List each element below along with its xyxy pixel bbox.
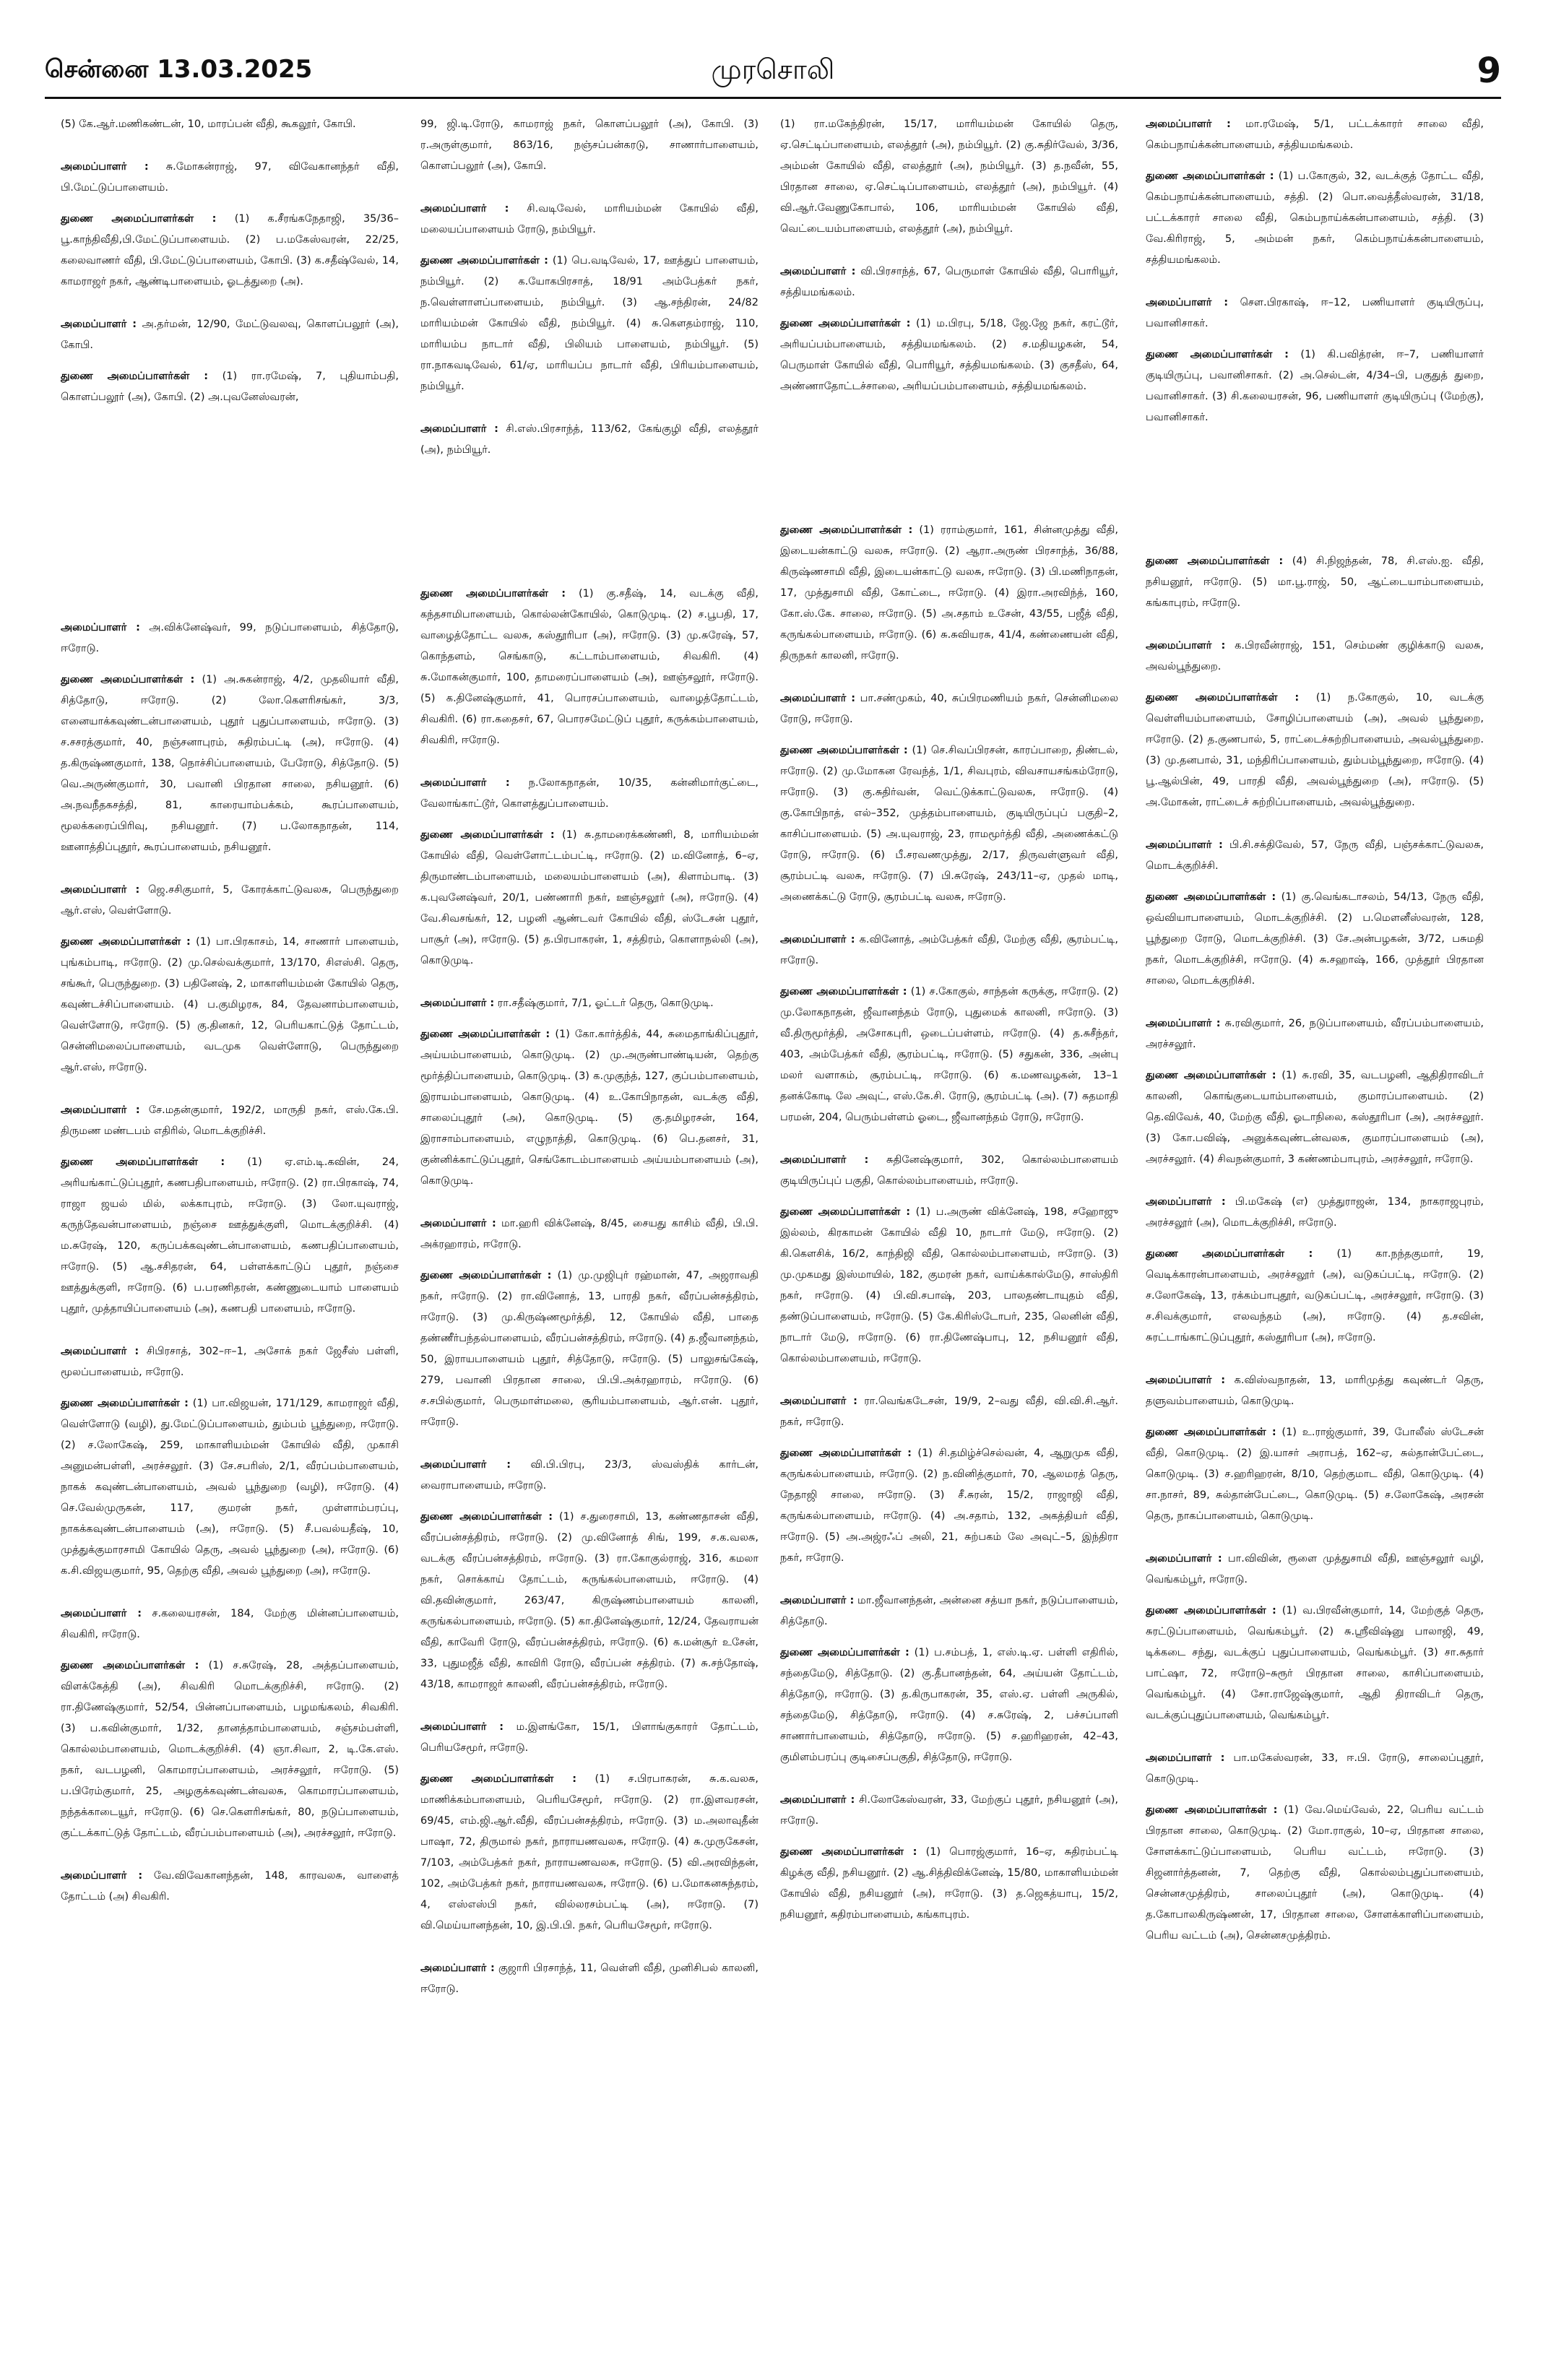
organizer-text: பா.மகேஸ்வரன், 33, ஈ.பி. ரோடு, சாலைப்புதூர், கொடுமுடி. (1146, 1752, 1484, 1785)
deputies-text: (1) பெ.வடிவேல், 17, ஊத்துப் பாளையம், நம்பியூர். (2) க.யோகபிரசாத், 18/91 அம்பேத்கர் நகர், ந.வெள்ளாளப்பாளையம், நம்பியூர். (3) ஆ.சந்திரன், 24/82 மாரியம்மன் கோயில் வீதி, நம்பியூர். (4) சு.கௌதம்ராஜ், 110, மாரியம்ப நாடார் வீதி, பிலியம் பாளையம், நம்பியூர். (5) ரா.நாகவடிவேல், 61/ஏ, மாரியப்ப நாடார் வீதி, பிரியம்பாளையம், நம்பியூர். (420, 255, 758, 392)
office-bearer-entry (780, 1150, 1118, 1369)
organizer-line (61, 314, 399, 356)
deputies-label: துணை அமைப்பாளர்கள் : (780, 1647, 909, 1658)
organizer-label: அமைப்பாளர் : (780, 1154, 869, 1166)
office-bearer-entry (61, 1100, 399, 1320)
organizer-text: ம.இளங்கோ, 15/1, பிளாங்குகாரர் தோட்டம், பெரியசேமூர், ஈரோடு. (420, 1721, 758, 1754)
organizer-line (420, 773, 758, 815)
office-bearer-entry (61, 314, 399, 408)
deputies-text: (1) ச.கோகுல், சாந்தன் கருக்கு, ஈரோடு. (2) மு.லோகநாதன், ஜீவானந்தம் ரோடு, புதுமைக் காலனி, ஈரோடு. (3) வீ.திருமூர்த்தி, அசோகபுரி, ஒடைப்பள்ளம், ஈரோடு. (4) த.சுசீந்தர், 403, அம்பேத்கர் வீதி, சூரம்பட்டி, ஈரோடு. (5) சதுகன், 336, அன்பு மலர் வளாகம், சூரம்பட்டி, ஈரோடு. (6) க.மணவழகன், 13–1 தனக்கோடி லே அவுட், எஸ்.கே.சி. ரோடு, சூரம்பட்டி (அ). (7) சுதமாதி பரமன், 204, பெரும்பள்ளம் ஓடை, ஜீவானந்தம் ரோடு, ஈரோடு. (780, 986, 1118, 1123)
column-spacer (420, 483, 758, 584)
organizer-label: அமைப்பாளர் : (1146, 1553, 1222, 1565)
deputies-text: (1) ரா.ரமேஷ், 7, புதியாம்பதி, கொளப்பலூர் (அ), கோபி. (2) அ.புவனேஸ்வரன், (61, 371, 399, 403)
deputies-label: துணை அமைப்பாளர்கள் : (1146, 349, 1289, 360)
organizer-label: அமைப்பாளர் : (61, 884, 140, 896)
deputies-text: (1) சி.தமிழ்ச்செல்வன், 4, ஆறுமுக வீதி, கருங்கல்பாளையம், ஈரோடு. (2) ந.வினித்குமார், 70, ஆலமரத் தெரு, நேதாஜி சாலை, ஈரோடு. (3) சீ.சுரன், 15/2, ராஜாஜி வீதி, கருங்கல்பாளையம், ஈரோடு. (4) அ.சதாம், 132, அகத்தியர் வீதி, ஈரோடு. (5) அ.அஜ்ரஃப் அலி, 21, சுற்பகம் லே அவுட்–5, இந்திரா நகர், ஈரோடு. (780, 1448, 1118, 1564)
edition-date: சென்னை 13.03.2025 (45, 55, 313, 84)
deputies-line (1146, 887, 1484, 992)
organizer-line (420, 1455, 758, 1497)
organizer-line (780, 1150, 1118, 1192)
deputies-text: (1) ந.கோகுல், 10, வடக்கு வெள்ளியம்பாளையம், சோழிப்பாளையம் (அ), அவல் பூந்துறை, ஈரோடு. (2) த.குணபால், 5, ராட்டைச்சுற்றிபாளையம், அவல்பூந்துறை. (3) மு.தனபால், 31, மந்திரிப்பாளையம், தும்பம்பூந்துறை, ஈரோடு. (4) பூ.ஆல்பின், 49, பாரதி வீதி, அவல்பூந்துறை (அ), ஈரோடு. (5) அ.மோகன், ராட்டைச் சுற்றிப்பாளையம், அவல்பூந்துறை. (1146, 692, 1484, 808)
organizer-line (1146, 1192, 1484, 1234)
organizer-line (780, 261, 1118, 303)
deputies-text: (1) வ.பிரவீன்குமார், 14, மேற்குத் தெரு, சுரட்டுப்பாளையம், வெங்கம்பூர். (2) சு.ஸ்ரீவிஷ்னு பாலாஜி, 49, டிக்கடை சந்து, வடக்குப் புதுப்பாளையம், வெங்கம்பூர். (3) சா.சுதார் பாட்ஷா, 72, ஈரோடு–சுரூர் பிரதான சாலை, காசிப்பாளையம், வெங்கம்பூர். (4) சோ.ராஜேஷ்குமார், ஆதி திராவிடர் தெரு, வடக்குப்புதுப்பாளையம், வெங்கம்பூர். (1146, 1605, 1484, 1721)
organizer-label: அமைப்பாளர் : (420, 203, 509, 215)
organizer-line (1146, 1370, 1484, 1412)
deputies-line (1146, 166, 1484, 271)
organizer-label: அமைப்பாளர் : (420, 1963, 495, 1974)
organizer-label: அமைப்பாளர் : (1146, 839, 1223, 851)
deputies-text: (1) சு.தாமரைக்கண்ணி, 8, மாரியம்மன் கோயில் வீதி, வெள்ளோட்டம்பட்டி, ஈரோடு. (2) ம.வினோத், 6–ஏ, திருமாண்டம்பாளையம், மலையம்பாளையம் (அ), கிளாம்பாடி. (3) க.புவனேஷ்வர், 20/1, பண்ணாரி நகர், ஊஞ்சலூர் (அ), ஈரோடு. (4) வே.சிவசங்கர், 12, பழனி ஆண்டவர் கோயில் வீதி, ஸ்டேசன் புதூர், பாசூர் (அ), ஈரோடு. (5) த.பிரபாகரன், 1, சத்திரம், கொளாநல்லி (அ), கொடுமுடி. (420, 829, 758, 966)
deputies-text: (1) வே.மெய்வேல், 22, பெரிய வட்டம் பிரதான சாலை, கொடுமுடி. (2) மோ.ராகுல், 10–ஏ, பிரதான சாலை, சோளக்காட்டுப்பாளையம், பெரிய வட்டம், ஈரோடு. (3) சிஜனார்த்தனன், 7, தெற்கு வீதி, கொல்லம்புதுப்பாளையம், சென்னசமுத்திரம், சாலைப்புதூர் (அ), கொடுமுடி. (4) த.கோபாலகிருஷ்ணன், 17, பிரதான சாலை, சோளக்காளிப்பாளையம், பெரிய வட்டம் (அ), சென்னசமுத்திரம். (1146, 1804, 1484, 1942)
organizer-label: அமைப்பாளர் : (420, 1721, 504, 1733)
deputies-line (61, 1393, 399, 1582)
organizer-text: க.விஸ்வநாதன், 13, மாரிமுத்து கவுண்டர் தெரு, தளுவம்பாளையம், கொடுமுடி. (1146, 1375, 1484, 1407)
organizer-line (61, 1604, 399, 1645)
deputies-label: துணை அமைப்பாளர்கள் : (1146, 555, 1284, 567)
deputies-line (780, 313, 1118, 397)
organizer-text: க.பிரவீன்ராஜ், 151, செம்மண் குழிக்காடு வலசு, அவல்பூந்துறை. (1146, 640, 1484, 672)
deputies-text: (1) சு.ரவி, 35, வடபழனி, ஆதிதிராவிடர் காலனி, கொங்குடையாம்பாளையம், குமாரப்பாளையம். (2) தெ.விவேக், 40, மேற்கு வீதி, ஓடாநிலை, கஸ்தூரிபா (அ), அரச்சலூர். (3) கோ.பவிஷ், அனுக்கவுண்டன்வலசு, குமாரப்பாளையம் (அ), அரச்சலூர். (4) சிவநன்குமார், 3 கண்ணம்பாபுரம், அரச்சலூர், ஈரோடு. (1146, 1070, 1484, 1165)
office-bearer-entry (420, 1958, 758, 2000)
organizer-line (61, 157, 399, 199)
office-bearer-entry (1146, 1192, 1484, 1349)
organizer-text: அ.தர்மன், 12/90, மேட்டுவலவு, கொளப்பலூர் (அ), கோபி. (61, 319, 399, 351)
deputies-line (780, 1842, 1118, 1926)
column-2 (420, 114, 758, 2360)
organizer-line (420, 993, 758, 1014)
organizer-text: வி.பிரசாந்த், 67, பெருமாள் கோயில் வீதி, பொரியூர், சத்தியமங்கலம். (780, 266, 1118, 298)
organizer-text: சுதினேஷ்குமார், 302, கொல்லம்பாளையம் குடியிருப்புப் பகுதி, கொல்லம்பாளையம், ஈரோடு. (780, 1154, 1118, 1187)
organizer-label: அமைப்பாளர் : (780, 266, 856, 277)
deputies-line (420, 114, 758, 177)
office-bearer-entry (1146, 835, 1484, 992)
column-4 (1146, 114, 1484, 2360)
office-bearer-entry (61, 618, 399, 858)
office-bearer-entry (780, 520, 1118, 667)
deputies-text: (1) மு.முஜிபுர் ரஹ்மான், 47, அஜராவதி நகர், ஈரோடு. (2) ரா.வினோத், 13, பாரதி நகர், வீரப்பன்சத்திரம், ஈரோடு. (3) மு.கிருஷ்ணமூர்த்தி, 12, கோயில் வீதி, பாதை தண்ணீர்பந்தல்பாளையம், வீரப்பன்சத்திரம், ஈரோடு. (4) த.ஜீவானந்தம், 50, இராயபாளையம் புதூர், சித்தோடு, ஈரோடு. (5) பாலுசங்கேஷ், 279, பவானி பிரதான சாலை, பி.பி.அக்ரஹாரம், ஈரோடு. (6) ச.சபில்குமார், பெருமாள்மலை, சூரியம்பாளையம், ஆர்.என். புதூர், ஈரோடு. (420, 1270, 758, 1428)
deputies-line (1146, 1065, 1484, 1170)
deputies-line (420, 1024, 758, 1192)
deputies-line (420, 251, 758, 397)
deputies-text: (1) கு.சதீஷ், 14, வடக்கு வீதி, கந்தசாமிபாளையம், கொல்லன்கோயில், கொடுமுடி. (2) ச.பூபதி, 17, வாழைத்தோட்ட வலசு, கஸ்தூரிபா (அ), ஈரோடு. (3) மு.சுரேஷ், 57, கொந்தளம், செங்காடு, கட்டாம்பாளையம், சிவகிரி. (4) சு.மோகன்குமார், 100, தாமரைப்பாளையம் (அ), ஊஞ்சலூர், ஈரோடு. (5) க.தினேஷ்குமார், 41, பொரசப்பாளையம், வாழைத்தோட்டம், சிவகிரி. (6) ரா.கதைசர், 67, பொரசமேட்டுப் புதூர், கருக்கம்பாளையம், சிவகிரி, ஈரோடு. (420, 588, 758, 746)
deputies-label: துணை அமைப்பாளர்கள் : (61, 1398, 189, 1409)
organizer-label: அமைப்பாளர் : (1146, 1375, 1226, 1386)
office-bearer-entry (420, 1455, 758, 1695)
office-bearer-entry (1146, 1370, 1484, 1527)
organizer-label: அமைப்பாளர் : (61, 1870, 143, 1882)
organizer-label: அமைப்பாளர் : (780, 1595, 855, 1606)
deputies-label: துணை அமைப்பாளர்கள் : (420, 1511, 553, 1523)
organizer-line (61, 1866, 399, 1908)
deputies-text: (1) செ.சிவப்பிரசன், காரப்பாறை, திண்டல், ஈரோடு. (2) மு.மோகன ரேவந்த், 1/1, சிவபுரம், விவசாயசங்கம்ரோடு, ஈரோடு. (3) கு.சுதிர்வன், வெட்டுக்காட்டுவலசு, ஈரோடு. (4) கு.கோபிநாத், எல்–352, முத்தம்பாளையம், குடியிருப்புப் பகுதி–2, காசிப்பாளையம். (5) அ.யுவராஜ், 23, ராமமூர்த்தி வீதி, அணைக்கட்டு ரோடு, ஈரோடு. (6) பீ.சரவணமுத்து, 2/17, திருவள்ளுவர் வீதி, சூரம்பட்டி வலசு, ஈரோடு. (7) பி.சுரேஷ், 243/11–ஏ, முதல் மாடி, அணைக்கட்டு ரோடு, சூரம்பட்டி வலசு, ஈரோடு. (780, 745, 1118, 903)
organizer-line (61, 1100, 399, 1142)
deputies-line (1146, 1422, 1484, 1527)
deputies-line (1146, 1800, 1484, 1947)
deputies-label: துணை அமைப்பாளர்கள் : (61, 674, 195, 685)
organizer-text: சி.எஸ்.பிரசாந்த், 113/62, கேங்குழி வீதி, எலத்தூர் (அ), நம்பியூர். (420, 423, 758, 456)
organizer-label: அமைப்பாளர் : (1146, 118, 1231, 130)
organizer-line (420, 1958, 758, 2000)
deputies-text: (1) கு.வெங்கடாசலம், 54/13, நேரு வீதி, ஒவ்வியாபாளையம், மொடக்குறிச்சி. (2) ப.மௌனீஸ்வரன், 128, பூந்துறை ரோடு, மொடக்குறிச்சி. (3) சே.அன்பழகன், 3/72, பசுமதி நகர், மொடக்குறிச்சி, ஈரோடு. (4) சு.சஹாஷ், 166, முத்தூர் பிரதான சாலை, மொடக்குறிச்சி. (1146, 891, 1484, 987)
deputies-line (780, 1643, 1118, 1768)
organizer-label: அமைப்பாளர் : (420, 998, 495, 1009)
deputies-label: துணை அமைப்பாளர்கள் : (420, 1270, 552, 1281)
deputies-line (420, 1507, 758, 1695)
organizer-label: அமைப்பாளர் : (420, 1459, 511, 1471)
deputies-text: (1) கா.நந்தகுமார், 19, வெடிக்காரன்பாளையம், அரச்சலூர் (அ), வடுகப்பட்டி, ஈரோடு. (2) ச.லோகேஷ், 13, ரக்கம்பாபுதூர், வடுகப்பட்டி, அரச்சலூர், ஈரோடு. (3) ச.சிவக்குமார், எலவந்தம் (அ), ஈரோடு. (4) த.சவின், சுரட்டாங்காட்டுப்புதூர், கஸ்தூரிபா (அ), ஈரோடு. (1146, 1248, 1484, 1343)
deputies-label: துணை அமைப்பாளர்கள் : (61, 213, 217, 225)
organizer-text: பி.மகேஷ் (எ) முத்துராஜன், 134, நாகராஜபுரம், அரச்சலூர் (அ), மொடக்குறிச்சி, ஈரோடு. (1146, 1196, 1484, 1229)
organizer-label: அமைப்பாளர் : (1146, 1018, 1221, 1029)
organizer-label: அமைப்பாளர் : (780, 1794, 855, 1806)
column-spacer (1146, 450, 1484, 551)
organizer-label: அமைப்பாளர் : (780, 934, 855, 945)
organizer-line (1146, 1748, 1484, 1790)
organizer-label: அமைப்பாளர் : (61, 1608, 142, 1619)
deputies-text: (1) ச.பிரபாகரன், சு.க.வலசு, மாணிக்கம்பாளையம், பெரியசேமூர், ஈரோடு. (2) ரா.இளவரசன், 69/45, எம்.ஜி.ஆர்.வீதி, வீரப்பன்சத்திரம், ஈரோடு. (3) ம.அலாவுதீன் பாஷா, 72, திருமால் நகர், நாராயணவலசு, ஈரோடு. (4) சு.முருகேசன், 7/103, அம்பேத்கர் நகர், நாராயணவலசு, ஈரோடு. (5) வி.அரவிந்தன், 102, அம்பேத்கர் நகர், நாராயணவலசு, ஈரோடு. (6) ப.மோகனசுந்தரம், 4, எஸ்எஸ்பி நகர், வில்லரசம்பட்டி (அ), ஈரோடு. (7) வி.மெய்யானந்தன், 10, இ.பி.பி. நகர், பெரியசேமூர், ஈரோடு. (420, 1773, 758, 1931)
deputies-text: (1) ப.அருண் விக்னேஷ், 198, சஹோஜு இல்லம், கிரகாமன் கோயில் வீதி 10, நாடார் மேடு, ஈரோடு. (2) கி.கௌசிக், 16/2, காந்திஜி வீதி, கொல்லம்பாளையம், ஈரோடு. (3) மு.முகமது இஸ்மாயில், 182, குமரன் நகர், வாய்க்கால்மேடு, சாஸ்திரி நகர், ஈரோடு. (4) பி.வி.சபாஷ், 203, பாலதண்டாயுதம் வீதி, தண்டுப்பாளையம், ஈரோடு. (5) கே.கிரிஸ்டோபர், 235, லெனின் வீதி, நாடார் மேடு, ஈரோடு. (6) ரா.திணேஷ்பாபு, 12, நசியனூர் வீதி, கொல்லம்பாளையம், ஈரோடு. (780, 1206, 1118, 1364)
deputies-label: துணை அமைப்பாளர்கள் : (1146, 1605, 1276, 1617)
deputies-text: (1) பொரஜ்குமார், 16–ஏ, சுதிரம்பட்டி கிழக்கு வீதி, நசியனூர். (2) ஆ.சித்திவிக்னேஷ், 15/80, மாகாளியம்மன் கோயில் வீதி, நசியனூர் (அ), ஈரோடு. (3) த.ஜெகத்யாபு, 15/2, நசியனூர், சுதிரம்பாளையம், கங்காபுரம். (780, 1846, 1118, 1921)
deputies-label: துணை அமைப்பாளர்கள் : (780, 1206, 911, 1218)
office-bearer-entry (420, 773, 758, 972)
organizer-label: அமைப்பாளர் : (61, 622, 140, 633)
office-bearer-entry (780, 1391, 1118, 1569)
deputies-line (61, 932, 399, 1078)
organizer-text: அ.விக்னேஷ்வர், 99, நடுப்பாளையம், சித்தோடு, ஈரோடு. (61, 622, 399, 654)
organizer-line (1146, 1549, 1484, 1591)
office-bearer-entry (420, 584, 758, 751)
organizer-line (780, 930, 1118, 972)
deputies-text: (1) அ.சுகன்ராஜ், 4/2, முதலியார் வீதி, சித்தோடு, ஈரோடு. (2) லோ.கௌரிசங்கர், 3/3, எனையாக்கவுண்டன்பாளையம், புதூர் புதுப்பாளையம், ஈரோடு. (3) ச.சசரத்குமார், 40, நஞ்சனாபுரம், சுதிரம்பட்டி (அ), ஈரோடு. (4) த.கிருஷ்ணகுமார், 138, நொச்சிப்பாளையம், பேரோடு, சித்தோடு. (5) வெ.அருண்குமார், 30, பவானி பிரதான சாலை, நசியனூர். (6) அ.நவநீதகசத்தி, 81, காரையாம்பக்கம், கூரப்பாளையம், மூலக்கரைப்பிரிவு, நசியனூர். (7) ப.லோகநாதன், 114, ஊனாத்திப்புதூர், கூரப்பாளையம், நசியனூர். (61, 674, 399, 853)
page-number: 9 (1477, 51, 1501, 91)
office-bearer-entry (1146, 293, 1484, 428)
organizer-text: ஜெ.சசிகுமார், 5, கோரக்காட்டுவலசு, பெருந்துறை ஆர்.எஸ், வெள்ளோடு. (61, 884, 399, 917)
organizer-line (420, 419, 758, 461)
organizer-text: செள.பிரகாஷ், ஈ–12, பணியாளர் குடியிருப்பு, பவானிசாகர். (1146, 297, 1484, 329)
organizer-label: அமைப்பாளர் : (420, 423, 498, 435)
organizer-text: சி.லோகேஸ்வரன், 33, மேற்குப் புதூர், நசியனூர் (அ), ஈரோடு. (780, 1794, 1118, 1827)
deputies-text: 99, ஜி.டி.ரோடு, காமராஜ் நகர், கொளப்பலூர் (அ), கோபி. (3) ர.அருள்குமார், 863/16, நஞ்சப்பன்கரடு, சாணார்பாளையம், கொளப்பலூர் (அ), கோபி. (420, 118, 758, 172)
deputies-label: துணை அமைப்பாளர்கள் : (61, 936, 191, 948)
organizer-text: பா.விவின், ரூளை முத்துசாமி வீதி, ஊஞ்சலூர் வழி, வெங்கம்பூர், ஈரோடு. (1146, 1553, 1484, 1585)
column-1 (61, 114, 399, 2360)
office-bearer-entry (1146, 636, 1484, 813)
deputies-line (61, 1152, 399, 1320)
organizer-text: ந.லோகநாதன், 10/35, கன்னிமார்குட்டை, வேலாங்காட்டூர், கொளத்துப்பாளையம். (420, 777, 758, 810)
office-bearer-entry (1146, 551, 1484, 614)
organizer-text: வே.விவேகானந்தன், 148, காரவலசு, வாளைத் தோட்டம் (அ) சிவகிரி. (61, 1870, 399, 1903)
deputies-line (780, 1443, 1118, 1569)
organizer-line (780, 1391, 1118, 1433)
deputies-line (420, 1769, 758, 1937)
organizer-text: சி.வடிவேல், மாரியம்மன் கோயில் வீதி, மலையப்பாளையம் ரோடு, நம்பியூர். (420, 203, 758, 235)
office-bearer-entry (780, 930, 1118, 1128)
deputies-text: (1) ஏ.எம்.டி.கவின், 24, அரியங்காட்டுப்புதூர், கணபதிபாளையம், ஈரோடு. (2) ரா.பிரகாஷ், 74, ராஜா ஜயல் மில், லக்காபுரம், ஈரோடு. (3) லோ.யுவராஜ், கருந்தேவன்பாளையம், நஞ்சை ஊத்துக்குளி, மொடக்குறிச்சி. (4) ம.சுரேஷ், 120, கருப்பக்கவுண்டன்பாளையம், கணபதிப்பாளையம், ஈரோடு. (5) ஆ.சசிதரன், 64, பள்ளக்காட்டுப் புதூர், நஞ்சை ஊத்துக்குளி, ஈரோடு. (6) ப.பரணிதரன், கண்ணுடையாம் பாளையம் புதூர், முத்தாயிப்பாளையம் (அ), கணபதி பாளையம், ஈரோடு. (61, 1156, 399, 1315)
office-bearer-entry (420, 114, 758, 177)
deputies-line (61, 670, 399, 858)
header-rule (45, 97, 1501, 99)
organizer-label: அமைப்பாளர் : (420, 777, 510, 789)
organizer-line (1146, 636, 1484, 678)
office-bearer-entry (420, 993, 758, 1192)
organizer-line (61, 880, 399, 922)
organizer-label: அமைப்பாளர் : (780, 693, 856, 704)
deputies-line (780, 740, 1118, 908)
organizer-label: அமைப்பாளர் : (420, 1218, 496, 1229)
organizer-text: சு.ரவிகுமார், 26, நடுப்பாளையம், வீரப்பம்பாளையம், அரச்சலூர். (1146, 1018, 1484, 1050)
office-bearer-entry (61, 114, 399, 135)
deputies-label: துணை அமைப்பாளர்கள் : (1146, 1427, 1276, 1438)
deputies-text: (1) பா.பிரகாசம், 14, சாணார் பாளையம், புங்கம்பாடி, ஈரோடு. (2) மு.செல்வக்குமார், 13/170, சிஎஸ்சி. தெரு, சங்கூர், பெருந்துறை. (3) பதினேஷ், 2, மாகாளியம்மன் கோயில் தெரு, கவுண்டச்சிப்பாளையம். (4) ப.குமிழரசு, 84, தேவனாம்பாளையம், வெள்ளோடு, ஈரோடு. (5) கு.தினகர், 12, பெரியகாட்டுத் தோட்டம், சென்னிமலைப்பாளையம், வடமுக வெள்ளோடு, பெருந்துறை ஆர்.எஸ், ஈரோடு. (61, 936, 399, 1073)
deputies-text: (1) ச.துரைசாமி, 13, கண்ணதாசன் வீதி, வீரப்பன்சத்திரம், ஈரோடு. (2) மு.வினோத் சிங், 199, ச.க.வலசு, வடக்கு வீரப்பன்சத்திரம், ஈரோடு. (3) ரா.கோகுல்ராஜ், 316, கமலா நகர், சொக்காய் தோட்டம், கருங்கல்பாளையம், ஈரோடு. (4) வி.தவின்குமார், 263/47, கிருஷ்ணம்பாளையம் காலனி, கருங்கல்பாளையம், ஈரோடு. (5) கா.தினேஷ்குமார், 12/24, தேவராயன் வீதி, காவேரி ரோடு, வீரப்பன்சத்திரம், ஈரோடு. (6) க.மன்சூர் உசேன், 33, புதுமஜீத் வீதி, காவிரி ரோடு, வீரப்பன் சத்திரம். (7) சு.சந்தோஷ், 43/18, காமராஜர் காலனி, வீரப்பன்சத்திரம், ஈரோடு. (420, 1511, 758, 1690)
office-bearer-entry (61, 1341, 399, 1582)
deputies-label: துணை அமைப்பாளர்கள் : (780, 745, 908, 756)
deputies-label: துணை அமைப்பாளர்கள் : (61, 1660, 199, 1671)
deputies-text: (1) ப.கோகுல், 32, வடக்குத் தோட்ட வீதி, கெம்பநாய்க்கன்பாளையம், சத்தி. (2) பொ.வைத்தீஸ்வரன், 31/18, பட்டக்காரர் சாலை வீதி, கெம்பநாய்க்கன்பாளையம், சத்தி. (3) வே.கிரிராஜ், 5, அம்மன் நகர், கெம்பநாய்க்கன்பாளையம், சத்தியமங்கலம். (1146, 170, 1484, 266)
deputies-label: துணை அமைப்பாளர்கள் : (61, 371, 209, 382)
deputies-label: துணை அமைப்பாளர்கள் : (1146, 891, 1276, 903)
office-bearer-entry (780, 1790, 1118, 1926)
deputies-label: துணை அமைப்பாளர்கள் : (420, 829, 555, 841)
deputies-text: (1) கி.பவித்ரன், ஈ–7, பணியாளர் குடியிருப்பு, பவானிசாகர். (2) அ.செல்டன், 4/34–பி, பகுதுத் துறை, பவானிசாகர். (3) சி.கலையரசன், 96, பணியாளர் குடியிருப்பு (மேற்கு), பவானிசாகர். (1146, 349, 1484, 423)
organizer-text: சே.மதன்குமார், 192/2, மாருதி நகர், எஸ்.கே.பி. திருமண மண்டபம் எதிரில், மொடக்குறிச்சி. (61, 1104, 399, 1137)
deputies-line (780, 1202, 1118, 1369)
listing-columns (61, 114, 1503, 2360)
organizer-text: மா.ரமேஷ், 5/1, பட்டக்காரர் சாலை வீதி, கெம்பநாய்க்கன்பாளையம், சத்தியமங்கலம். (1146, 118, 1484, 151)
organizer-line (1146, 835, 1484, 877)
deputies-text: (5) கே.ஆர்.மணிகண்டன், 10, மாரப்பன் வீதி, கூகலூர், கோபி. (61, 118, 356, 130)
office-bearer-entry (61, 880, 399, 1078)
deputies-line (780, 982, 1118, 1128)
organizer-line (1146, 293, 1484, 334)
office-bearer-entry (780, 1591, 1118, 1768)
office-bearer-entry (420, 1717, 758, 1937)
organizer-label: அமைப்பாளர் : (1146, 1752, 1225, 1764)
deputies-label: துணை அமைப்பாளர்கள் : (1146, 170, 1274, 182)
organizer-label: அமைப்பாளர் : (1146, 640, 1226, 652)
deputies-text: (1) ப.சம்பத், 1, எஸ்.டி.ஏ. பள்ளி எதிரில், சந்தைமேடு, சித்தோடு. (2) கு.தீபானந்தன், 64, அய்யன் தோட்டம், சித்தோடு, ஈரோடு. (3) த.கிருபாகரன், 35, எஸ்.ஏ. பள்ளி அருகில், சந்தைமேடு, சித்தோடு, ஈரோடு. (4) ச.சுரேஷ், 2, பச்சப்பாளி சாணார்பாளையம், சித்தோடு, ஈரோடு. (5) ச.ஹரிஹரன், 42–43, குமிளம்பரப்பு குடிசைப்பகுதி, சித்தோடு, ஈரோடு. (780, 1647, 1118, 1763)
organizer-line (1146, 114, 1484, 156)
deputies-text: (1) ரராம்குமார், 161, சின்னமுத்து வீதி, இடையன்காட்டு வலசு, ஈரோடு. (2) ஆரா.அருண் பிரசாந்த், 36/88, கிருஷ்ணசாமி வீதி, இடையன்காட்டு வலசு, ஈரோடு. (3) பி.மணிநாதன், 17, முத்துசாமி வீதி, கோட்டை, ஈரோடு. (4) இரா.அரவிந்த், 160, கோ.ஸ்.கே. சாலை, ஈரோடு. (5) அ.சதாம் உசேன், 43/55, பஜீத் வீதி, கருங்கல்பாளையம், ஈரோடு. (6) சு.சுவியரசு, 41/4, கண்ணையன் வீதி, திருநகர் காலனி, ஈரோடு. (780, 524, 1118, 662)
organizer-line (420, 199, 758, 241)
deputies-text: (1) க.சீரங்கநேதாஜி, 35/36–பூ.காந்திவீதி,பி.மேட்டுப்பாளையம். (2) ப.மகேஸ்வரன், 22/25, கலைவாணர் வீதி, பி.மேட்டுப்பாளையம், கோபி. (3) க.சதீஷ்வேல், 14, காமராஜர் நகர், ஆண்டிபாளையம், ஓடத்துறை (அ). (61, 213, 399, 287)
organizer-text: பா.சண்முகம், 40, சுப்பிரமணியம் நகர், சென்னிமலை ரோடு, ஈரோடு. (780, 693, 1118, 725)
deputies-label: துணை அமைப்பாளர்கள் : (780, 1846, 917, 1858)
deputies-text: (1) கோ.கார்த்திக், 44, சுமைதாங்கிப்புதூர், அய்யம்பாளையம், கொடுமுடி. (2) மு.அருண்பாண்டியன், தெற்கு மூர்த்திப்பாளையம், கொடுமுடி. (3) க.முகுந்த், 127, குப்பம்பாளையம், இராயம்பாளையம், கொடுமுடி. (4) உ.கோபிநாதன், வடக்கு வீதி, சாலைப்புதூர் (அ), கொடுமுடி. (5) கு.தமிழரசன், 164, இராசாம்பாளையம், எழுநாத்தி, கொடுமுடி. (6) பெ.தனசர், 31, குன்னிக்காட்டுப்புதூர், செங்கோடம்பாளையம் அய்யம்பாளையம் (அ), கொடுமுடி. (420, 1029, 758, 1187)
deputies-label: துணை அமைப்பாளர்கள் : (420, 1029, 550, 1040)
deputies-label: துணை அமைப்பாளர்கள் : (1146, 1248, 1313, 1260)
deputies-line (61, 114, 399, 135)
column-3 (780, 114, 1118, 2360)
office-bearer-entry (780, 261, 1118, 397)
organizer-text: க.வினோத், அம்பேத்கர் வீதி, மேற்கு வீதி, சூரம்பட்டி, ஈரோடு. (780, 934, 1118, 966)
organizer-text: ரா.வெங்கடேசன், 19/9, 2–வது வீதி, வி.வி.சி.ஆர். நகர், ஈரோடு. (780, 1395, 1118, 1428)
organizer-text: வி.பி.பிரபு, 23/3, ஸ்வஸ்திக் கார்டன், வைராபாளையம், ஈரோடு. (420, 1459, 758, 1492)
office-bearer-entry (420, 419, 758, 461)
office-bearer-entry (1146, 114, 1484, 271)
deputies-text: (1) ச.சுரேஷ், 28, அத்தப்பாளையம், விளக்கேத்தி (அ), சிவகிரி மொடக்குறிச்சி, ஈரோடு. (2) ரா.திணேஷ்குமார், 52/54, பின்னப்பாளையம், பழமங்கலம், சிவகிரி. (3) ப.கவின்குமார், 1/32, தானத்தாம்பாளையம், சஞ்சம்பள்ளி, கொல்லம்பாளையம், மொடக்குறிச்சி. (4) ஞா.சிவா, 2, டி.கே.எஸ். நகர், வடபழனி, கொமாரப்பாளையம், அரச்சலூர், ஈரோடு. (5) ப.பிரேம்குமார், 25, அழகுக்கவுண்டன்வலசு, கொமாரப்பாளையம், நந்தக்காடையூர், ஈரோடு. (6) செ.கௌரிசங்கர், 80, நடுப்பாளையம், குட்டக்காட்டுத் தோட்டம், வீரப்பம்பாளையம் (அ), அரச்சலூர், ஈரோடு. (61, 1660, 399, 1839)
organizer-line (61, 618, 399, 659)
deputies-text: (1) ரா.மகேந்திரன், 15/17, மாரியம்மன் கோயில் தெரு, ஏ.செட்டிப்பாளையம், எலத்தூர் (அ), நம்பியூர். (2) கு.சுதிர்வேல், 3/36, அம்மன் கோயில் வீதி, எலத்தூர் (அ), நம்பியூர். (3) த.நவீன், 55, பிரதான சாலை, ஏ.செட்டிப்பாளையம், எலத்தூர் (அ), நம்பியூர். (4) வி.ஆர்.வேணுகோபால், 106, மாரியம்மன் கோயில் வீதி, வெட்டையம்பாளையம், எலத்தூர் (அ), நம்பியூர். (780, 118, 1118, 235)
deputies-label: துணை அமைப்பாளர்கள் : (780, 986, 907, 998)
organizer-line (61, 1341, 399, 1383)
deputies-label: துணை அமைப்பாளர்கள் : (780, 524, 913, 536)
organizer-line (420, 1213, 758, 1255)
office-bearer-entry (1146, 1013, 1484, 1170)
organizer-label: அமைப்பாளர் : (1146, 297, 1229, 308)
deputies-line (1146, 1244, 1484, 1349)
office-bearer-entry (1146, 1748, 1484, 1947)
organizer-line (1146, 1013, 1484, 1055)
deputies-label: துணை அமைப்பாளர்கள் : (780, 1448, 912, 1459)
deputies-line (420, 584, 758, 751)
organizer-label: அமைப்பாளர் : (61, 161, 149, 173)
deputies-label: துணை அமைப்பாளர்கள் : (420, 255, 548, 267)
organizer-text: மா.ஜீவானந்தன், அன்னை சத்யா நகர், நடுப்பாளையம், சித்தோடு. (780, 1595, 1118, 1627)
deputies-line (420, 825, 758, 972)
office-bearer-entry (61, 157, 399, 293)
deputies-line (61, 366, 399, 408)
deputies-label: துணை அமைப்பாளர்கள் : (780, 318, 911, 329)
organizer-text: குஜாரி பிரசாந்த், 11, வெள்ளி வீதி, முனிசிபல் காலனி, ஈரோடு. (420, 1963, 758, 1995)
deputies-line (61, 1656, 399, 1844)
office-bearer-entry (61, 1866, 399, 1908)
deputies-label: துணை அமைப்பாளர்கள் : (61, 1156, 225, 1168)
column-spacer (780, 419, 1118, 520)
deputies-label: துணை அமைப்பாளர்கள் : (420, 588, 566, 600)
organizer-text: ச.கலையரசன், 184, மேற்கு மின்னப்பாளையம், சிவகிரி, ஈரோடு. (61, 1608, 399, 1640)
office-bearer-entry (420, 199, 758, 397)
deputies-label: துணை அமைப்பாளர்கள் : (420, 1773, 576, 1785)
organizer-text: சு.மோகன்ராஜ், 97, விவேகானந்தர் வீதி, பி.மேட்டுப்பாளையம். (61, 161, 399, 194)
organizer-label: அமைப்பாளர் : (61, 1346, 139, 1357)
deputies-text: (1) ம.பிரபு, 5/18, ஜே.ஜே நகர், கரட்டூர், அரியப்பம்பாளையம், சத்தியமங்கலம். (2) ச.மதியழகன், 54, பெருமாள் கோயில் வீதி, பொரியூர், சத்தியமங்கலம். (3) குசதீஸ், 64, அண்ணாதோட்டச்சாலை, அரியப்பம்பாளையம், சத்தியமங்கலம். (780, 318, 1118, 392)
deputies-text: (4) சி.நிஜந்தன், 78, சி.எஸ்.ஐ. வீதி, நசியனூர், ஈரோடு. (5) மா.பூ.ராஜ், 50, ஆட்டையாம்பாளையம், கங்காபுரம், ஈரோடு. (1146, 555, 1484, 609)
office-bearer-entry (780, 688, 1118, 908)
deputies-text: (1) பா.விஜயன், 171/129, காமராஜர் வீதி, வெள்ளோடு (வழி), து.மேட்டுப்பாளையம், தும்பம் பூந்துறை, ஈரோடு. (2) ச.லோகேஷ், 259, மாகாளியம்மன் கோயில் வீதி, முகாசி அனுமன்பள்ளி, அரச்சலூர். (3) சே.சபரிஸ், 2/1, வீரப்பம்பாளையம், நாகக் கவுண்டன்பாளையம், அவல் பூந்துறை (வழி), ஈரோடு. (4) செ.வேல்முருகன், 117, குமரன் நகர், முள்ளாம்பரப்பு, நாகக்கவுண்டன்பாளையம் (அ), ஈரோடு. (5) சீ.பவல்யதீஷ், 10, முத்துக்குமாரசாமி கோயில் தெரு, அவல் பூந்துறை (அ), ஈரோடு. (6) க.சி.விஜயகுமார், 95, தெற்கு வீதி, அவல் பூந்துறை (அ), ஈரோடு. (61, 1398, 399, 1577)
office-bearer-entry (780, 114, 1118, 240)
organizer-text: மா.ஹரி விக்னேஷ், 8/45, சையது காசிம் வீதி, பி.பி. அக்ரஹாரம், ஈரோடு. (420, 1218, 758, 1250)
deputies-text: (1) உ.ராஜ்குமார், 39, போலீஸ் ஸ்டேசன் வீதி, கொடுமுடி. (2) இ.யாசர் அராபத், 162–ஏ, சுல்தான்பேட்டை, கொடுமுடி. (3) ச.ஹரிஹரன், 8/10, தெற்குமாட வீதி, கொடுமுடி. (4) சா.நாசர், 89, சுல்தான்பேட்டை, கொடுமுடி. (5) ச.லோகேஷ், அரசன் தெரு, நாகப்பாளையம், கொடுமுடி. (1146, 1427, 1484, 1522)
office-bearer-entry (420, 1213, 758, 1433)
office-bearer-entry (61, 1604, 399, 1844)
deputies-line (61, 209, 399, 293)
column-spacer (61, 430, 399, 618)
newspaper-name: முரசொலி (711, 53, 835, 85)
organizer-text: ரா.சதீஷ்குமார், 7/1, ஓட்டர் தெரு, கொடுமுடி. (497, 998, 714, 1009)
organizer-line (780, 1790, 1118, 1832)
deputies-label: துணை அமைப்பாளர்கள் : (1146, 1804, 1278, 1816)
organizer-text: சிபிரசாத், 302–ஈ–1, அசோக் நகர் ஜேசீஸ் பள்ளி, மூலப்பாளையம், ஈரோடு. (61, 1346, 399, 1378)
deputies-line (1146, 1601, 1484, 1726)
deputies-line (780, 114, 1118, 240)
deputies-line (420, 1265, 758, 1433)
deputies-line (1146, 688, 1484, 813)
deputies-label: துணை அமைப்பாளர்கள் : (1146, 1070, 1276, 1081)
organizer-text: பி.சி.சக்திவேல், 57, நேரு வீதி, பஞ்சக்காட்டுவலசு, மொடக்குறிச்சி. (1146, 839, 1484, 872)
deputies-line (1146, 345, 1484, 428)
organizer-label: அமைப்பாளர் : (61, 319, 137, 330)
deputies-label: துணை அமைப்பாளர்கள் : (1146, 692, 1300, 704)
deputies-line (780, 520, 1118, 667)
organizer-line (780, 1591, 1118, 1632)
organizer-label: அமைப்பாளர் : (780, 1395, 857, 1407)
masthead (45, 51, 1501, 94)
organizer-label: அமைப்பாளர் : (1146, 1196, 1226, 1208)
deputies-line (1146, 551, 1484, 614)
office-bearer-entry (1146, 1549, 1484, 1726)
organizer-label: அமைப்பாளர் : (61, 1104, 140, 1116)
organizer-line (420, 1717, 758, 1759)
organizer-line (780, 688, 1118, 730)
